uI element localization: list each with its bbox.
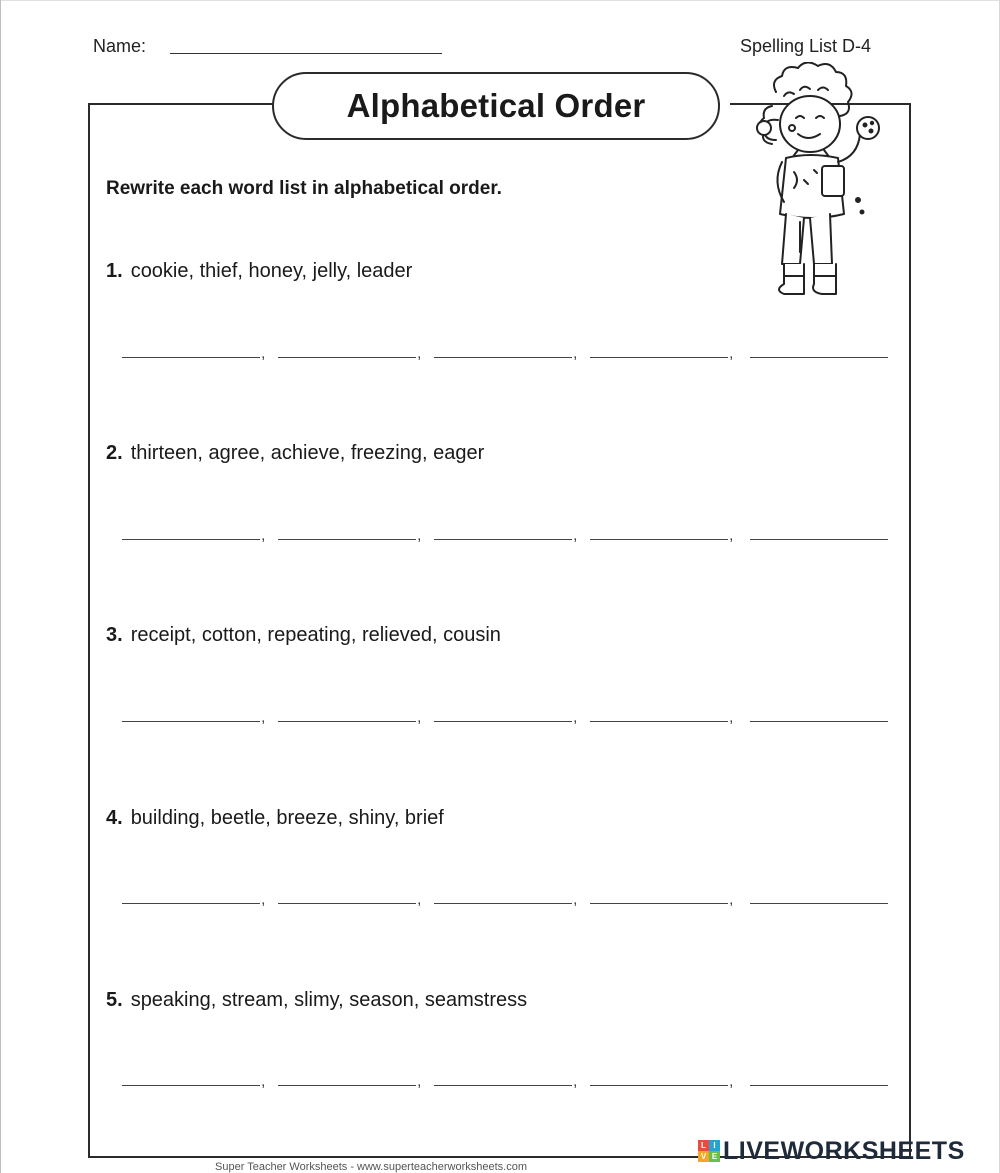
answer-blank-q5-4[interactable] xyxy=(590,1085,728,1086)
logo-tile: V xyxy=(698,1151,709,1162)
question-1 xyxy=(106,260,412,283)
answer-blank-q1-2[interactable] xyxy=(278,357,416,358)
question-2 xyxy=(106,442,484,465)
word-list: building, beetle, breeze, shiny, brief xyxy=(130,807,444,829)
answer-blank-q3-1[interactable] xyxy=(122,721,260,722)
word-list: thirteen, agree, achieve, freezing, eager xyxy=(130,442,485,464)
blank-separator: , xyxy=(417,1073,422,1090)
title-banner xyxy=(272,72,720,140)
answer-blank-q5-1[interactable] xyxy=(122,1085,260,1086)
blank-separator: , xyxy=(417,345,422,362)
blank-separator: , xyxy=(261,891,266,908)
page-title: Alphabetical Order xyxy=(346,87,646,124)
answer-blank-q4-5[interactable] xyxy=(750,903,888,904)
question-number: 4. xyxy=(106,807,123,829)
blank-separator: , xyxy=(417,527,422,544)
answer-blank-q1-3[interactable] xyxy=(434,357,572,358)
liveworksheets-badge[interactable] xyxy=(698,1138,965,1164)
blank-separator: , xyxy=(573,1073,578,1090)
answer-blank-q2-4[interactable] xyxy=(590,539,728,540)
name-field[interactable] xyxy=(170,53,442,54)
logo-tile: L xyxy=(698,1140,709,1151)
question-number: 1. xyxy=(106,260,123,282)
answer-blank-q4-1[interactable] xyxy=(122,903,260,904)
frame-gap xyxy=(720,95,730,113)
answer-blank-q2-3[interactable] xyxy=(434,539,572,540)
page-left-edge xyxy=(0,0,1,1173)
answer-blank-q1-1[interactable] xyxy=(122,357,260,358)
word-list: receipt, cotton, repeating, relieved, cousin xyxy=(130,624,501,646)
answer-blank-q3-2[interactable] xyxy=(278,721,416,722)
blank-separator: , xyxy=(417,891,422,908)
answer-blank-q3-3[interactable] xyxy=(434,721,572,722)
question-3 xyxy=(106,624,501,647)
answer-blank-q1-5[interactable] xyxy=(750,357,888,358)
instructions: Rewrite each word list in alphabetical order. xyxy=(106,178,502,199)
answer-blank-q4-2[interactable] xyxy=(278,903,416,904)
blank-separator: , xyxy=(573,345,578,362)
blank-separator: , xyxy=(573,709,578,726)
answer-blank-q2-2[interactable] xyxy=(278,539,416,540)
blank-separator: , xyxy=(729,527,734,544)
answer-blank-q4-3[interactable] xyxy=(434,903,572,904)
word-list: cookie, thief, honey, jelly, leader xyxy=(130,260,413,282)
blank-separator: , xyxy=(573,527,578,544)
spelling-list-id: Spelling List D-4 xyxy=(740,36,872,56)
child-eating-cookie-illustration xyxy=(738,62,898,302)
blank-separator: , xyxy=(573,891,578,908)
answer-blank-q5-2[interactable] xyxy=(278,1085,416,1086)
blank-separator: , xyxy=(417,709,422,726)
question-4 xyxy=(106,807,444,830)
liveworksheets-logo-icon xyxy=(698,1140,720,1162)
blank-separator: , xyxy=(729,345,734,362)
answer-blank-q1-4[interactable] xyxy=(590,357,728,358)
question-number: 5. xyxy=(106,989,123,1011)
answer-blank-q2-5[interactable] xyxy=(750,539,888,540)
answer-blank-q3-5[interactable] xyxy=(750,721,888,722)
answer-blank-q5-5[interactable] xyxy=(750,1085,888,1086)
answer-blank-q4-4[interactable] xyxy=(590,903,728,904)
answer-blank-q2-1[interactable] xyxy=(122,539,260,540)
logo-tile: E xyxy=(709,1151,720,1162)
blank-separator: , xyxy=(261,709,266,726)
blank-separator: , xyxy=(261,527,266,544)
question-number: 3. xyxy=(106,624,123,646)
question-5 xyxy=(106,989,527,1012)
blank-separator: , xyxy=(729,1073,734,1090)
blank-separator: , xyxy=(261,345,266,362)
page-top-edge xyxy=(0,0,1000,1)
liveworksheets-wordmark: LIVEWORKSHEETS xyxy=(723,1136,965,1165)
answer-blank-q5-3[interactable] xyxy=(434,1085,572,1086)
blank-separator: , xyxy=(729,709,734,726)
footer-credit: Super Teacher Worksheets - www.superteacherworksheets.com xyxy=(215,1161,528,1173)
answer-blank-q3-4[interactable] xyxy=(590,721,728,722)
logo-tile: I xyxy=(709,1140,720,1151)
word-list: speaking, stream, slimy, season, seamstress xyxy=(130,989,528,1011)
name-label: Name: xyxy=(93,36,147,56)
question-number: 2. xyxy=(106,442,123,464)
blank-separator: , xyxy=(729,891,734,908)
blank-separator: , xyxy=(261,1073,266,1090)
